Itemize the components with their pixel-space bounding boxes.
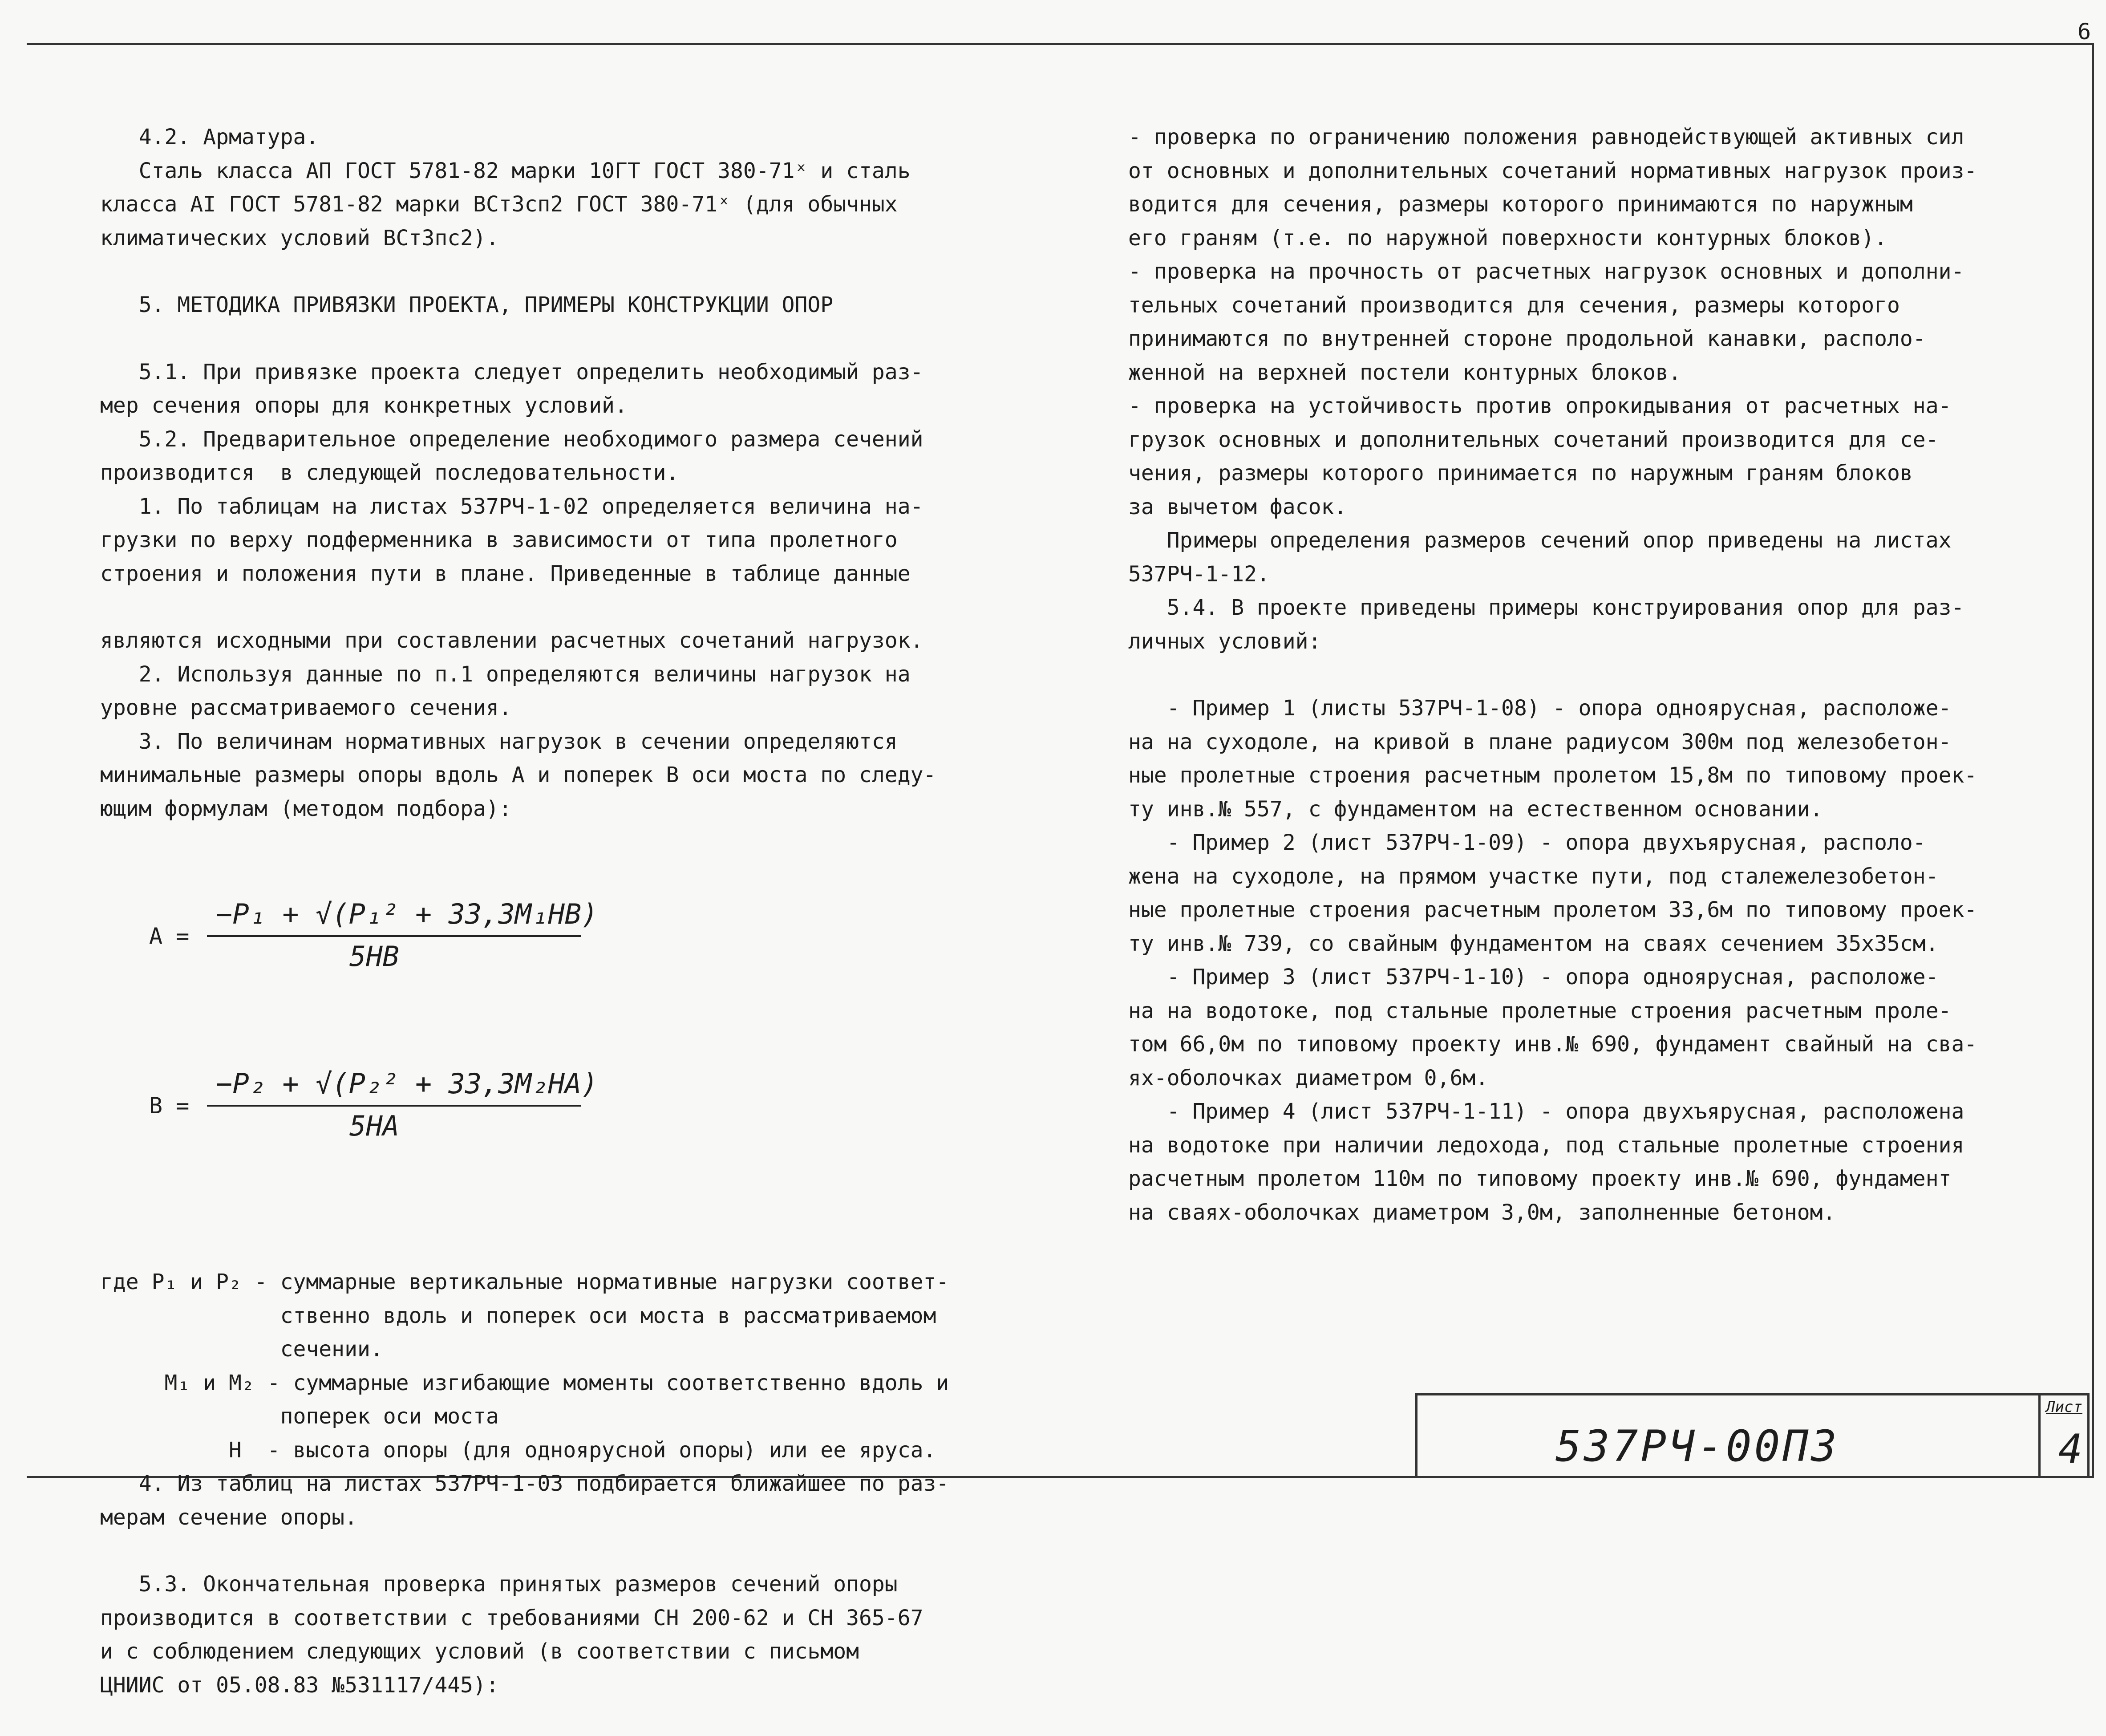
left-text-line — [100, 1232, 1012, 1265]
formula-b-lhs: В = — [149, 1093, 190, 1119]
right-text-line: - Пример 2 (лист 537РЧ-1-09) - опора двухъярусная, располо- — [1128, 830, 1926, 855]
left-text-line: классa АI ГОСТ 5781-82 марки ВСт3сп2 ГОСТ 380-71ˣ (для обычных — [100, 192, 898, 217]
left-text-line: мерам сечение опоры. — [100, 1505, 357, 1530]
left-text-line — [100, 255, 1012, 288]
left-text-line — [100, 1534, 1012, 1568]
right-text-line: ях-оболочках диаметром 0,6м. — [1128, 1065, 1489, 1091]
frame-right-line — [2092, 43, 2094, 1478]
right-text-block — [1128, 121, 2063, 1229]
right-text-line: ные пролетные строения расчетным пролетом 33,6м по типовому проек- — [1128, 897, 1977, 922]
right-text-line: на водотоке при наличии ледохода, под стальные пролетные строения — [1128, 1132, 1964, 1158]
right-text-line: ные пролетные строения расчетным пролетом 15,8м по типовому проек- — [1128, 763, 1977, 788]
left-text-line: ЦНИИС от 05.08.83 №531117/445): — [100, 1672, 499, 1698]
left-column — [100, 53, 1012, 1736]
left-text-line: минимальные размеры опоры вдоль А и поперек В оси моста по следу- — [100, 763, 936, 787]
left-text-line: где P₁ и P₂ - суммарные вертикальные нормативные нагрузки соответ- — [100, 1270, 949, 1294]
right-text-line: водится для сечения, размеры которого принимаются по наружным — [1128, 192, 1913, 217]
right-text-line: ту инв.№ 557, с фундаментом на естественном основании. — [1128, 796, 1823, 822]
formula-b-fraction-bar — [207, 1105, 581, 1107]
right-text-line: том 66,0м по типовому проекту инв.№ 690, фундамент свайный на сва- — [1128, 1032, 1977, 1057]
left-text-line: производится в следующей последовательности. — [100, 460, 679, 485]
left-text-line: уровне рассматриваемого сечения. — [100, 695, 512, 720]
frame-top-line — [27, 43, 2093, 45]
left-text-line: грузки по верху подферменника в зависимости от типа пролетного — [100, 527, 898, 552]
right-text-line: - Пример 3 (лист 537РЧ-1-10) - опора одноярусная, расположе- — [1128, 965, 1939, 990]
sheet-number: 4 — [2058, 1426, 2083, 1472]
right-text-line: принимаются по внутренней стороне продольной канавки, располо- — [1128, 326, 1926, 351]
right-text-line — [1128, 658, 2063, 692]
formula-a-numerator: −P₁ + √(P₁² + 33,3M₁HB) — [216, 898, 598, 930]
left-text-line: поперек оси моста — [100, 1404, 499, 1429]
formula-a-fraction-bar — [207, 935, 581, 937]
right-text-line: за вычетом фасок. — [1128, 494, 1347, 519]
left-text-line — [100, 591, 1012, 624]
right-text-line: - Пример 1 (листы 537РЧ-1-08) - опора одноярусная, расположе- — [1128, 696, 1952, 721]
left-text-line: 5.3. Окончательная проверка принятых размеров сечений опоры — [100, 1572, 898, 1597]
formula-a — [100, 893, 1012, 995]
right-text-line: на на водотоке, под стальные пролетные строения расчетным проле- — [1128, 998, 1952, 1023]
corner-page-number: 6 — [2078, 19, 2091, 45]
left-text-line: климатических условий ВСт3пс2). — [100, 225, 499, 251]
right-text-line: 537РЧ-1-12. — [1128, 561, 1270, 587]
left-text-line: ющим формулам (методом подбора): — [100, 796, 512, 821]
formula-a-lhs: А = — [149, 923, 190, 949]
left-text-block-after — [100, 1232, 1012, 1702]
left-text-line: 4. Из таблиц на листах 537РЧ-1-03 подбирается ближайшее по раз- — [100, 1471, 949, 1496]
right-text-line: чения, размеры которого принимается по наружным граням блоков — [1128, 461, 1913, 486]
right-text-line: его граням (т.е. по наружной поверхности контурных блоков). — [1128, 225, 1887, 251]
right-text-line: на сваях-оболочках диаметром 3,0м, заполненные бетоном. — [1128, 1200, 1836, 1225]
left-text-line: мер сечения опоры для конкретных условий. — [100, 393, 628, 418]
right-text-line: Примеры определения размеров сечений опор приведены на листах — [1128, 528, 1952, 553]
sheet-label: Лист — [2046, 1398, 2082, 1416]
left-text-line: являются исходными при составлении расчетных сочетаний нагрузок. — [100, 628, 923, 653]
left-text-line: 3. По величинам нормативных нагрузок в сечении определяются — [100, 729, 898, 754]
left-text-line: 2. Используя данные по п.1 определяются величины нагрузок на — [100, 661, 911, 687]
right-text-line: - проверка по ограничению положения равнодействующей активных сил — [1128, 125, 1964, 150]
right-text-line: - проверка на устойчивость против опрокидывания от расчетных на- — [1128, 393, 1952, 418]
left-text-line: и с соблюдением следующих условий (в соответствии с письмом — [100, 1639, 859, 1664]
formula-b-denominator: 5HA — [349, 1110, 399, 1142]
left-text-line: 5.1. При привязке проекта следует определить необходимый раз- — [100, 359, 923, 385]
right-text-line: личных условий: — [1128, 629, 1321, 654]
left-text-line: 5. МЕТОДИКА ПРИВЯЗКИ ПРОЕКТА, ПРИМЕРЫ КОНСТРУКЦИИ ОПОР — [100, 292, 834, 317]
right-text-line: жена на суходоле, на прямом участке пути, под сталежелезобетон- — [1128, 864, 1939, 889]
right-text-line: 5.4. В проекте приведены примеры конструирования опор для раз- — [1128, 595, 1964, 620]
left-text-line: 1. По таблицам на листах 537РЧ-1-02 определяется величина на- — [100, 494, 923, 519]
right-text-line: тельных сочетаний производится для сечения, размеры которого — [1128, 292, 1900, 318]
left-text-line: H - высота опоры (для одноярусной опоры) или ее яруса. — [100, 1437, 936, 1463]
right-text-line: на на суходоле, на кривой в плане радиусом 300м под железобетон- — [1128, 729, 1952, 754]
left-text-line: 4.2. Арматура. — [100, 125, 319, 150]
document-code: 537РЧ-00П3 — [1555, 1421, 1839, 1471]
left-text-line — [100, 322, 1012, 356]
left-text-line: сечении. — [100, 1337, 383, 1362]
title-block-divider — [2038, 1395, 2041, 1478]
right-text-line: - проверка на прочность от расчетных нагрузок основных и дополни- — [1128, 259, 1964, 284]
left-text-line: ственно вдоль и поперек оси моста в рассматриваемом — [100, 1303, 936, 1328]
title-block — [1415, 1393, 2090, 1478]
right-text-line: расчетным пролетом 110м по типовому проекту инв.№ 690, фундамент — [1128, 1166, 1952, 1191]
right-text-line: от основных и дополнительных сочетаний нормативных нагрузок произ- — [1128, 158, 1977, 183]
right-column — [1128, 53, 2063, 1263]
right-text-line: ту инв.№ 739, со свайным фундаментом на сваях сечением 35х35см. — [1128, 931, 1939, 956]
formula-b — [100, 1063, 1012, 1165]
left-text-line: производится в соответствии с требованиями СН 200-62 и СН 365-67 — [100, 1605, 923, 1631]
left-text-line: 5.2. Предварительное определение необходимого размера сечений — [100, 426, 923, 452]
left-text-line: строения и положения пути в плане. Приведенные в таблице данные — [100, 561, 911, 586]
right-text-line: грузок основных и дополнительных сочетаний производится для се- — [1128, 427, 1939, 452]
right-text-line: - Пример 4 (лист 537РЧ-1-11) - опора двухъярусная, расположена — [1128, 1099, 1964, 1124]
left-text-block — [100, 121, 1012, 826]
formula-b-numerator: −P₂ + √(P₂² + 33,3M₂HA) — [216, 1067, 598, 1100]
left-text-line: Сталь класса АП ГОСТ 5781-82 марки 10ГТ ГОСТ 380-71ˣ и сталь — [100, 158, 911, 183]
left-text-line: M₁ и M₂ - суммарные изгибающие моменты соответственно вдоль и — [100, 1370, 949, 1395]
formula-a-denominator: 5HB — [349, 940, 399, 973]
right-text-line: женной на верхней постели контурных блоков. — [1128, 360, 1681, 385]
